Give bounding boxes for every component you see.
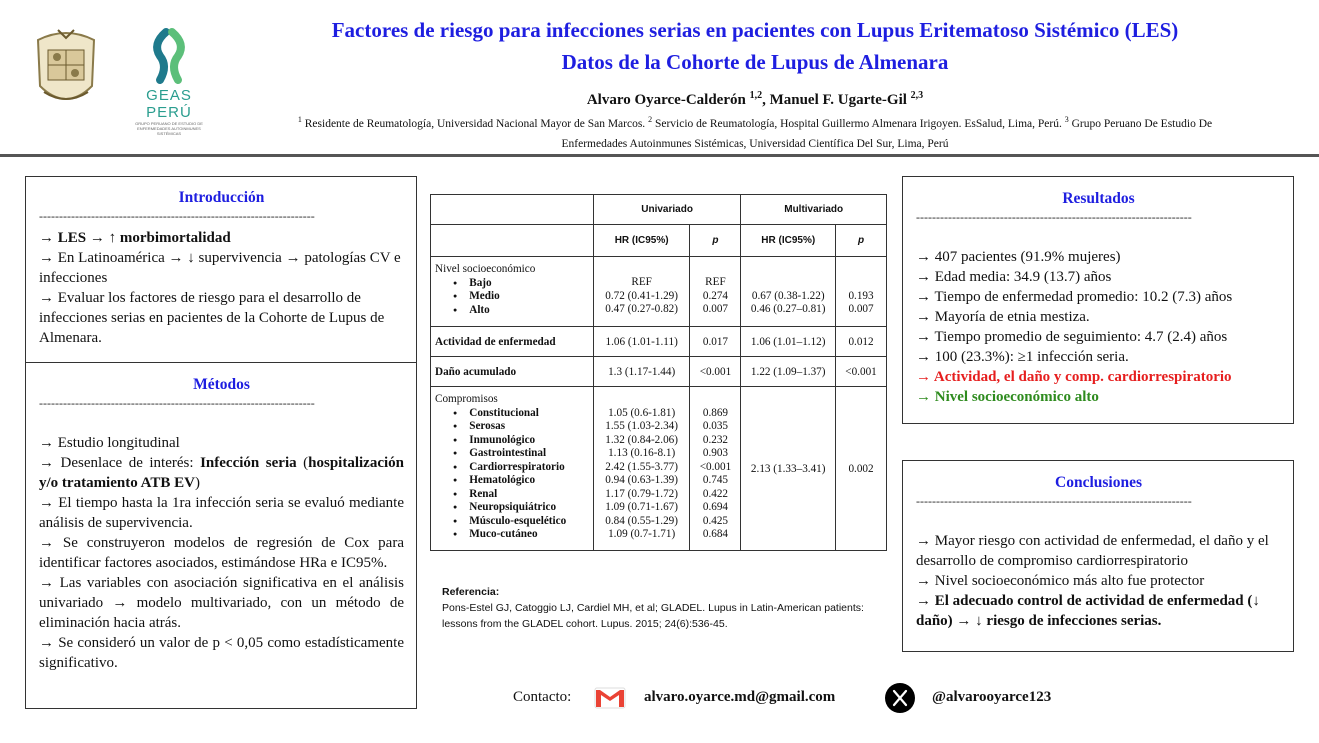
methods-point-4: → Se construyeron modelos de regresión de Cox para identificar factores asociados, estimándose HRa e IC95%. xyxy=(39,535,404,571)
comp-hematologico: ● Hematológico xyxy=(435,474,589,488)
results-point-1: → 407 pacientes (91.9% mujeres) xyxy=(916,249,1121,265)
affil-sup-3: 3 xyxy=(1064,115,1069,124)
comp-label: Compromisos xyxy=(435,393,498,405)
methods-point-2 xyxy=(39,453,404,493)
methods-point-2-d: hospitalización y/o tratamiento ATB EV xyxy=(39,455,405,491)
table-row-actividad xyxy=(431,327,887,357)
nse-uni-p-alto: 0.007 xyxy=(702,303,729,315)
comp-uni-p-5: 0.745 xyxy=(702,474,729,486)
intro-point-1-bold: LES → ↑ morbimortalidad xyxy=(57,230,231,246)
comp-label-cell xyxy=(431,387,594,551)
actividad-uni-p: 0.017 xyxy=(690,327,741,357)
comp-muco-cutaneo: ● Muco-cutáneo xyxy=(435,528,589,542)
nse-multi-hr-medio: 0.67 (0.38-1.22) xyxy=(751,289,825,302)
author-1: Alvaro Oyarce-Calderón xyxy=(586,92,746,108)
results-text xyxy=(916,247,1281,407)
dano-uni-p: <0.001 xyxy=(690,357,741,387)
table-row-dano xyxy=(431,357,887,387)
nse-multi-hr-alto: 0.46 (0.27–0.81) xyxy=(750,303,826,315)
author-2-affiliation: 2,3 xyxy=(910,90,924,101)
intro-point-1-arrow: → xyxy=(39,230,58,246)
geas-peru-logo xyxy=(124,26,214,136)
conclusions-heading: Conclusiones xyxy=(1055,474,1142,491)
uni-hr-header: HR (IC95%) xyxy=(593,225,690,257)
affil-sup-1: 1 xyxy=(297,115,302,124)
header-divider xyxy=(0,154,1319,157)
affil-text-3: Grupo Peruano De Estudio De xyxy=(1068,117,1213,130)
multi-hr-header: HR (IC95%) xyxy=(741,225,836,257)
table-corner xyxy=(431,195,594,225)
conclusions-divider: --------------------------------------------------------------------- xyxy=(916,494,1192,508)
comp-uni-p-1: 0.035 xyxy=(702,420,729,432)
comp-uni-p-6: 0.422 xyxy=(702,487,729,500)
contact-label: Contacto: xyxy=(513,689,572,705)
uni-p-header: p xyxy=(690,225,741,257)
affiliations-line-1 xyxy=(230,110,1280,134)
comp-uni-p-0: 0.869 xyxy=(702,406,729,419)
reference-heading: Referencia: xyxy=(442,586,500,598)
results-point-5: → Tiempo promedio de seguimiento: 4.7 (2.4) años xyxy=(916,329,1228,345)
comp-uni-hr-8: 0.84 (0.55-1.29) xyxy=(605,514,678,527)
geas-subtitle-3: SISTÉMICAS xyxy=(156,131,182,136)
comp-uni-p-4: <0.001 xyxy=(699,460,732,473)
poster-title-line-1: Factores de riesgo para infecciones serias en pacientes con Lupus Eritematoso Sistémico (LES) xyxy=(331,18,1179,42)
actividad-multi-p: 0.012 xyxy=(836,327,887,357)
results-point-2: → Edad media: 34.9 (13.7) años xyxy=(916,269,1112,285)
x-twitter-icon xyxy=(885,683,915,713)
results-box xyxy=(902,176,1294,424)
affil-text-2: Servicio de Reumatología, Hospital Guillermo Almenara Irigoyen. EsSalud, Lima, Perú. xyxy=(652,117,1065,130)
nse-uni-p-bajo: REF xyxy=(705,276,726,288)
nse-multi-p-alto: 0.007 xyxy=(848,303,874,315)
conclusions-text xyxy=(916,531,1281,631)
comp-uni-hr-1: 1.55 (1.03-2.34) xyxy=(605,420,678,432)
methods-box xyxy=(25,362,417,709)
conclusion-1: → Mayor riesgo con actividad de enfermedad, el daño y el desarrollo de compromiso cardiorrespiratorio xyxy=(916,533,1269,569)
comp-uni-p-3: 0.903 xyxy=(702,447,729,459)
contact-email[interactable]: alvaro.oyarce.md@gmail.com xyxy=(644,689,836,705)
nse-uni-hr-medio: 0.72 (0.41-1.29) xyxy=(605,289,678,302)
multi-p-header: p xyxy=(836,225,887,257)
comp-uni-hr-7: 1.09 (0.71-1.67) xyxy=(605,501,678,513)
methods-point-3: → El tiempo hasta la 1ra infección seria se evaluó mediante análisis de supervivencia. xyxy=(39,495,404,531)
table-header-row-2 xyxy=(431,225,887,257)
intro-point-2: → En Latinoamérica → ↓ supervivencia → patologías CV e infecciones xyxy=(39,250,401,286)
dano-label: Daño acumulado xyxy=(431,357,594,387)
nse-multi-p-cell xyxy=(836,257,887,327)
comp-inmunologico: ● Inmunológico xyxy=(435,434,589,448)
actividad-label: Actividad de enfermedad xyxy=(431,327,594,357)
comp-cardiorrespiratorio: ● Cardiorrespiratorio xyxy=(435,461,589,475)
results-point-4: → Mayoría de etnia mestiza. xyxy=(916,309,1090,325)
results-table-wrapper xyxy=(430,194,887,551)
contact-handle[interactable]: @alvarooyarce123 xyxy=(932,689,1052,705)
intro-point-1 xyxy=(39,228,404,248)
comp-uni-p-2: 0.232 xyxy=(702,433,729,446)
nse-uni-p-medio: 0.274 xyxy=(702,289,729,302)
author-separator: , xyxy=(762,92,770,108)
comp-multi-hr: 2.13 (1.33–3.41) xyxy=(741,387,836,551)
nse-medio: ● Medio xyxy=(435,290,589,304)
comp-uni-p-8: 0.425 xyxy=(702,514,729,527)
results-risk-factors: → Actividad, el daño y comp. cardiorrespiratorio xyxy=(916,369,1232,385)
methods-point-2-a: → Desenlace de interés: xyxy=(39,455,201,471)
nse-label-cell xyxy=(431,257,594,327)
nse-uni-hr-alto: 0.47 (0.27-0.82) xyxy=(605,303,678,315)
methods-divider: --------------------------------------------------------------------- xyxy=(39,396,315,410)
comp-uni-p-cell xyxy=(690,387,741,551)
affiliations xyxy=(230,110,1280,154)
comp-gastrointestinal: ● Gastrointestinal xyxy=(435,447,589,461)
methods-text xyxy=(39,433,404,673)
conclusions-box xyxy=(902,460,1294,652)
actividad-multi-hr: 1.06 (1.01–1.12) xyxy=(741,327,836,357)
authors xyxy=(230,90,1280,109)
methods-heading: Métodos xyxy=(193,376,250,393)
multivariado-header: Multivariado xyxy=(741,195,887,225)
dano-multi-p: <0.001 xyxy=(836,357,887,387)
conclusion-3: → El adecuado control de actividad de enfermedad (↓ daño) → ↓ riesgo de infecciones serias. xyxy=(916,593,1260,629)
nse-alto: ● Alto xyxy=(435,304,589,318)
intro-point-3: → Evaluar los factores de riesgo para el desarrollo de infecciones serias en pacientes de la Cohorte de Lupus de Almenara. xyxy=(39,290,385,346)
results-heading: Resultados xyxy=(1062,190,1135,207)
affiliations-line-2: Enfermedades Autoinmunes Sistémicas, Universidad Científica Del Sur, Lima, Perú xyxy=(561,137,949,150)
poster-title-line-2: Datos de la Cohorte de Lupus de Almenara xyxy=(561,50,949,74)
actividad-uni-hr: 1.06 (1.01-1.11) xyxy=(593,327,690,357)
dano-uni-hr: 1.3 (1.17-1.44) xyxy=(593,357,690,387)
results-point-6: → 100 (23.3%): ≥1 infección seria. xyxy=(916,349,1129,365)
results-point-3: → Tiempo de enfermedad promedio: 10.2 (7.3) años xyxy=(916,289,1233,305)
comp-uni-hr-3: 1.13 (0.16-8.1) xyxy=(608,447,676,459)
table-header-row-1 xyxy=(431,195,887,225)
geas-subtitle-1: GRUPO PERUANO DE ESTUDIO DE xyxy=(135,121,203,126)
methods-point-2-b: Infección seria xyxy=(200,455,297,471)
intro-divider: --------------------------------------------------------------------- xyxy=(39,209,315,223)
reference-text: Pons-Estel GJ, Catoggio LJ, Cardiel MH, et al; GLADEL. Lupus in Latin-American patients: lessons from the GLADEL cohort. Lupus. 2015; 24(6):536-45. xyxy=(442,602,864,630)
comp-musculo-esqueletico: ● Músculo-esquelético xyxy=(435,515,589,529)
intro-box xyxy=(25,176,417,363)
conclusion-2: → Nivel socioeconómico más alto fue protector xyxy=(916,573,1205,589)
comp-uni-hr-2: 1.32 (0.84-2.06) xyxy=(605,433,678,446)
dano-multi-hr: 1.22 (1.09–1.37) xyxy=(741,357,836,387)
intro-heading: Introducción xyxy=(178,189,265,206)
univariado-header: Univariado xyxy=(593,195,741,225)
university-seal-logo xyxy=(30,26,102,114)
author-1-affiliation: 1,2 xyxy=(749,90,763,101)
comp-neuropsiquiatrico: ● Neuropsiquiátrico xyxy=(435,501,589,515)
nse-uni-hr-bajo: REF xyxy=(631,276,652,288)
comp-serosas: ● Serosas xyxy=(435,420,589,434)
comp-uni-p-7: 0.694 xyxy=(702,501,729,513)
reference-block xyxy=(442,584,882,632)
nse-multi-p-medio: 0.193 xyxy=(848,289,874,302)
gmail-icon xyxy=(594,687,626,709)
nse-label: Nivel socioeconómico xyxy=(435,263,536,275)
results-protective-factor: → Nivel socioeconómico alto xyxy=(916,389,1099,405)
methods-point-1: → Estudio longitudinal xyxy=(39,435,180,451)
comp-uni-hr-cell xyxy=(593,387,690,551)
methods-point-6: → Se consideró un valor de p < 0,05 como estadísticamente significativo. xyxy=(39,635,404,671)
results-table xyxy=(430,194,887,551)
results-divider: --------------------------------------------------------------------- xyxy=(916,210,1192,224)
comp-uni-hr-4: 2.42 (1.55-3.77) xyxy=(605,460,678,473)
nse-bajo: ● Bajo xyxy=(435,277,589,291)
methods-point-2-c: ( xyxy=(296,455,309,471)
nse-multi-hr-cell xyxy=(741,257,836,327)
comp-multi-p: 0.002 xyxy=(836,387,887,551)
methods-point-2-e: ) xyxy=(194,475,200,491)
comp-uni-hr-5: 0.94 (0.63-1.39) xyxy=(605,474,678,486)
affil-sup-2: 2 xyxy=(648,115,653,124)
comp-constitucional: ● Constitucional xyxy=(435,407,589,421)
comp-renal: ● Renal xyxy=(435,488,589,502)
nse-uni-p-cell xyxy=(690,257,741,327)
comp-uni-p-9: 0.684 xyxy=(702,528,729,540)
methods-point-5: → Las variables con asociación significativa en el análisis univariado → modelo multivariado, con un método de eliminación hacia atrás. xyxy=(39,575,404,631)
author-2: Manuel F. Ugarte-Gil xyxy=(769,92,907,108)
comp-uni-hr-0: 1.05 (0.6-1.81) xyxy=(608,406,676,419)
intro-text xyxy=(39,228,404,348)
table-row-nse xyxy=(431,257,887,327)
table-corner-2 xyxy=(431,225,594,257)
geas-subtitle-2: ENFERMEDADES AUTOINMUNES xyxy=(137,126,201,131)
nse-uni-hr-cell xyxy=(593,257,690,327)
comp-uni-hr-9: 1.09 (0.7-1.71) xyxy=(608,528,676,540)
affil-text-1: Residente de Reumatología, Universidad Nacional Mayor de San Marcos. xyxy=(301,117,649,130)
table-row-compromisos xyxy=(431,387,887,551)
comp-uni-hr-6: 1.17 (0.79-1.72) xyxy=(605,487,678,500)
geas-name: GEAS PERÚ xyxy=(146,87,192,121)
